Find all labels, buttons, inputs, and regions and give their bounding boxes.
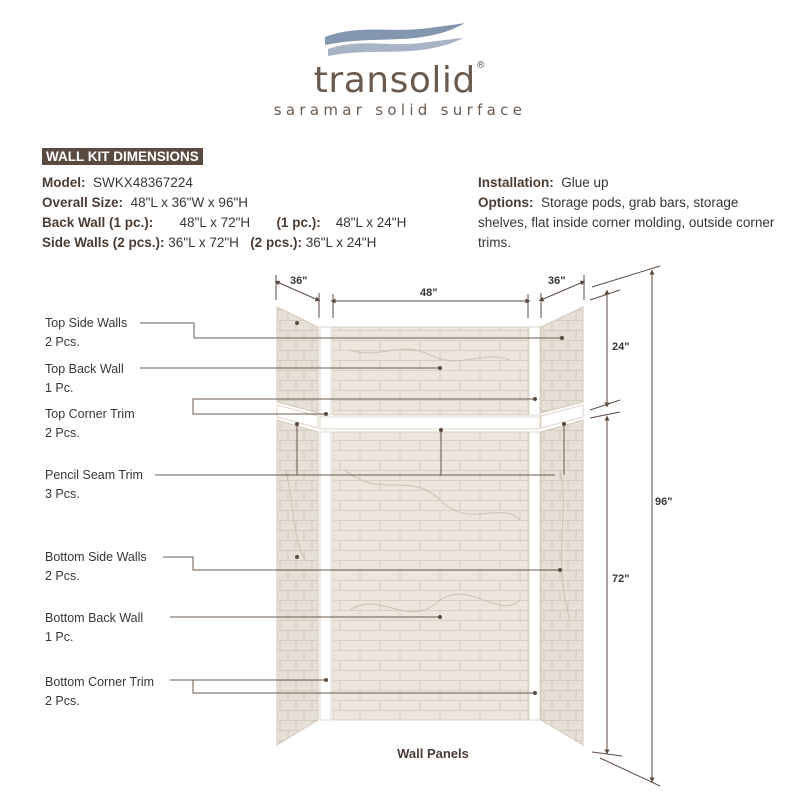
- brand-name: transolid: [313, 60, 476, 101]
- dim-back-width: 48": [420, 287, 438, 299]
- callout-bottom-side-walls: Bottom Side Walls 2 Pcs.: [45, 550, 147, 583]
- registered-mark: ®: [475, 60, 487, 71]
- section-title: WALL KIT DIMENSIONS: [42, 148, 203, 165]
- brand-tagline: saramar solid surface: [273, 101, 527, 119]
- top-right-side-panel: [541, 307, 583, 413]
- dim-left-width: 36": [290, 275, 308, 287]
- spec-options: Options: Storage pods, grab bars, storage shelves, flat inside corner molding, outside corner trims.: [478, 195, 775, 250]
- callout-pencil-seam-trim: Pencil Seam Trim 3 Pcs.: [45, 468, 143, 501]
- dim-top-height: 24": [612, 341, 630, 353]
- spec-side-walls: Side Walls (2 pcs.): 36"L x 72"H (2 pcs.): 36"L x 24"H: [42, 235, 377, 250]
- pencil-seam-trim-back: [320, 417, 540, 429]
- callout-bottom-back-wall: Bottom Back Wall 1 Pc.: [45, 611, 144, 644]
- spec-back-wall: Back Wall (1 pc.): 48"L x 72"H (1 pc.): 48"L x 24"H: [42, 215, 407, 230]
- top-corner-trim-left: [320, 327, 331, 415]
- callout-top-side-walls: Top Side Walls 2 Pcs.: [45, 316, 128, 349]
- top-corner-trim-right: [529, 327, 540, 415]
- dim-right-width: 36": [548, 275, 566, 287]
- spec-model: Model: SWKX48367224: [42, 175, 193, 190]
- spec-installation: Installation: Glue up: [478, 175, 609, 190]
- dim-bottom-height: 72": [612, 573, 630, 585]
- bottom-right-side-panel: [541, 420, 583, 745]
- callout-bottom-corner-trim: Bottom Corner Trim 2 Pcs.: [45, 675, 155, 708]
- callout-top-back-wall: Top Back Wall 1 Pc.: [45, 362, 124, 395]
- callout-top-corner-trim: Top Corner Trim 2 Pcs.: [45, 407, 135, 440]
- diagram-caption: Wall Panels: [397, 746, 469, 761]
- top-back-panel: [333, 327, 528, 415]
- dim-total-height: 96": [655, 496, 673, 508]
- spec-overall-size: Overall Size: 48"L x 36"W x 96"H: [42, 195, 248, 210]
